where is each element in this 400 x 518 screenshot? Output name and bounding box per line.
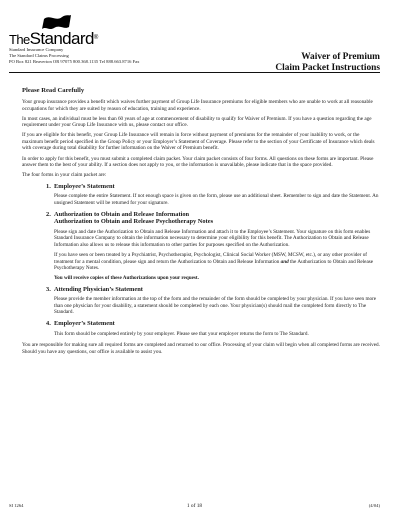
section-paragraph: Please provide the member information at the top of the form and the remainder of the form should be completed by your physician. If you have seen more than one physician for your disability, a statement should be completed by each one. Your physician(s) should mail the completed form directly to The Standard. (54, 296, 377, 316)
section-title-line: Attending Physician’s Statement (54, 285, 143, 293)
logo-wordmark (9, 30, 98, 48)
intro-paragraph: In most cases, an individual must be less than 60 years of age at commencement of disability to qualify for Waiver of Premium. If you have a question regarding the age requirement under your Group Life Insurance with us, please contact our office. (22, 115, 372, 129)
section-number: 2. (46, 210, 51, 218)
title-line-2: Claim Packet Instructions (275, 63, 380, 73)
form-section-heading (22, 183, 380, 191)
section-paragraph: If you have seen or been treated by a Psychiatrist, Psychotherapist, Psychologist, Clinical Social Worker (MSW, MCSW, etc.), or any other provider of treatment for a mental condition, please sign and return the Authorization to Obtain and Release Information and the Authorization to Obtain and Release Psychotherapy Notes. (54, 251, 374, 272)
document-body (22, 87, 380, 359)
form-section-heading (22, 320, 380, 328)
form-section-1 (22, 183, 380, 207)
page-number: 1 of 18 (186, 503, 203, 509)
section-paragraph: Please sign and date the Authorization to Obtain and Release Information and attach it to the Employee’s Statement. Your signature on this form enables Standard Insurance Company to obtain the information necessary to determine your eligibility for this benefit. The Authorization to Obtain and Release Information also allows us to release this information to other parties for purposes specified on the Authorization. (54, 228, 371, 248)
company-contact: PO Box 821 Beaverton OR 97075 800.368.1135 Tel 888.663.8716 Fax (9, 59, 140, 65)
title-line-1: Waiver of Premium (301, 52, 380, 62)
section-paragraph: This form should be completed entirely by your employer. Please see that your employer returns the form to The Standard. (54, 330, 309, 337)
section-note: You will receive copies of these Authorizations upon your request. (54, 275, 199, 282)
revision-date: (4/04) (368, 503, 380, 508)
section-number: 4. (46, 319, 51, 327)
section-number: 3. (46, 285, 51, 293)
section-paragraph: Please complete the entire Statement. If not enough space is given on the form, please use an additional sheet. Remember to sign and date the Statement. An unsigned Statement will be returned for your signature. (54, 193, 379, 206)
form-section-3 (22, 286, 380, 316)
section-title-line: Authorization to Obtain and Release Psychotherapy Notes (54, 218, 214, 226)
the-standard-logo (9, 13, 99, 47)
form-section-heading (22, 211, 380, 226)
logo-standard: Standard (29, 29, 94, 48)
form-section-heading (22, 286, 380, 294)
closing-paragraph: You are responsible for making sure all required forms are completed and returned to our office. Processing of your claim will begin when all completed forms are received. Should you have any questions, our office is available to assist you. (22, 342, 380, 355)
section-title (54, 211, 380, 226)
logo-trademark: ® (93, 35, 98, 41)
section-title-line: Employer’s Statement (54, 319, 115, 327)
company-name: Standard Insurance Company (9, 47, 64, 52)
company-address-block (9, 47, 139, 66)
intro-paragraph: In order to apply for this benefit, you must submit a completed claim packet. Your claim packet consists of four forms. All questions on these forms are important. Please answer them to the best of your ability. If a section does not apply to you, or the information is unavailable, please indicate that in the space provided. (22, 155, 374, 169)
document-title (275, 52, 380, 74)
form-section-4 (22, 320, 380, 337)
logo-the: The (9, 32, 30, 47)
section-title (54, 320, 380, 328)
form-section-2 (22, 211, 380, 282)
intro-paragraph: The four forms in your claim packet are: (22, 172, 107, 179)
company-division: The Standard Claims Processing (9, 53, 69, 59)
section-title-line: Authorization to Obtain and Release Information (54, 210, 190, 218)
section-title (54, 183, 380, 191)
form-code: SI 1264 (9, 503, 24, 508)
section-title (54, 286, 380, 294)
section-title-line: Employee’s Statement (54, 182, 115, 190)
header-divider (9, 72, 380, 73)
section-heading: Please Read Carefully (22, 87, 85, 94)
intro-paragraph: If you are eligible for this benefit, your Group Life Insurance will remain in force without payment of premiums for the remainder of your inability to work, or the maximum benefit period specified in the Group Policy or your Employer’s Statement of Coverage. Please refer to the section of your Certificate of Insurance which deals with coverage during total disability for further information on the Waiver of Premium benefit. (22, 132, 375, 152)
intro-paragraph: Your group insurance provides a benefit which waives further payment of Group Life Insurance premiums for eligible members who are unable to work at all reasonable occupations for which they are suited by reason of education, training and experience. (22, 99, 373, 112)
section-number: 1. (46, 182, 51, 190)
